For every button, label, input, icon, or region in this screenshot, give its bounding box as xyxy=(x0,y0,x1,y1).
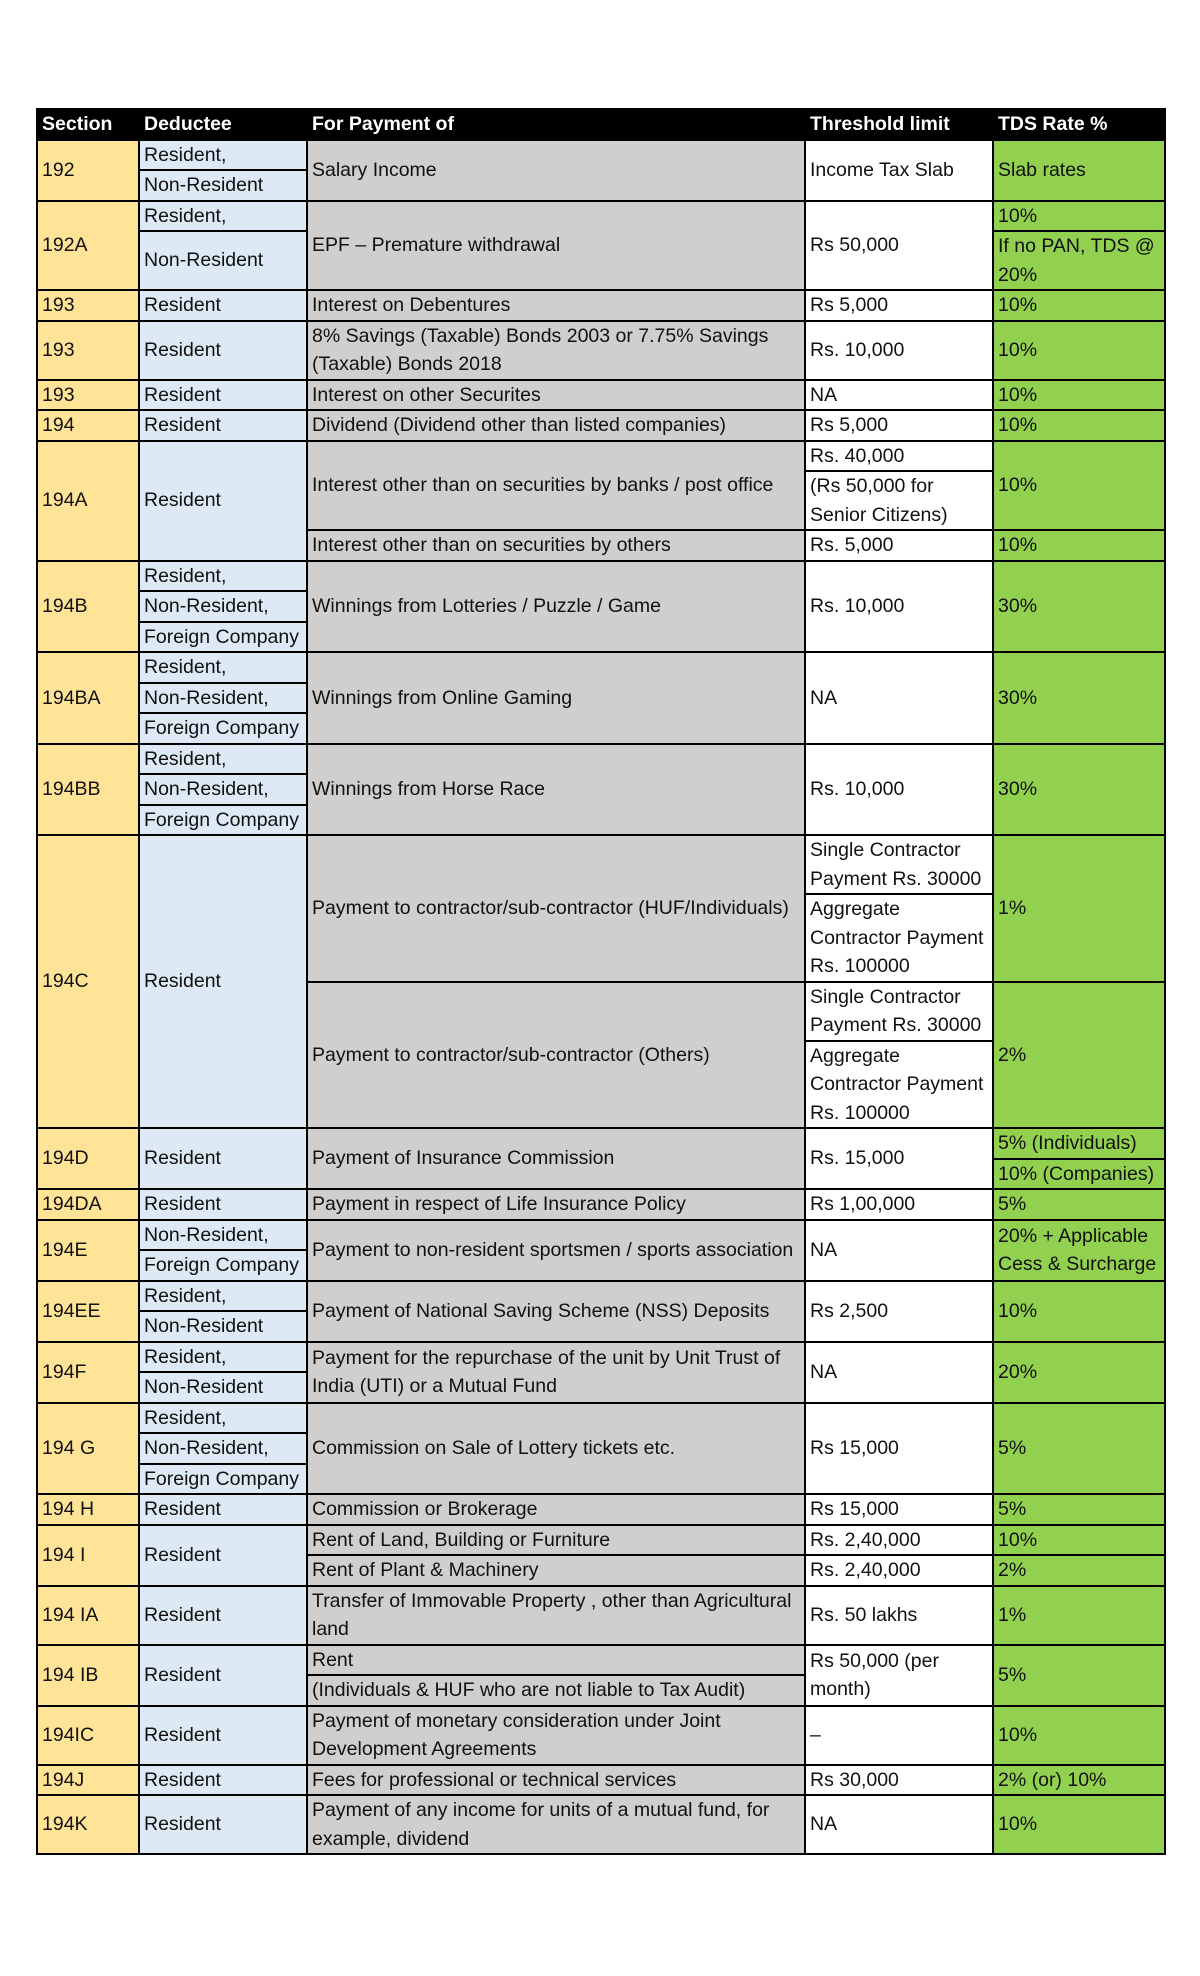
section-cell: 194E xyxy=(37,1220,139,1281)
section-cell: 193 xyxy=(37,321,139,380)
threshold-cell: Rs. 5,000 xyxy=(805,530,993,561)
rate-cell: 30% xyxy=(993,652,1165,744)
payment-cell: Payment of any income for units of a mutual fund, for example, dividend xyxy=(307,1795,805,1854)
deductee-cell: Resident xyxy=(139,835,307,1128)
deductee-cell: Foreign Company xyxy=(139,622,307,653)
table-row xyxy=(37,410,1165,441)
table-row xyxy=(37,1403,1165,1434)
deductee-cell: Non-Resident xyxy=(139,170,307,201)
deductee-cell: Foreign Company xyxy=(139,1250,307,1281)
payment-cell: Payment to contractor/sub-contractor (Others) xyxy=(307,982,805,1129)
payment-cell: 8% Savings (Taxable) Bonds 2003 or 7.75% Savings (Taxable) Bonds 2018 xyxy=(307,321,805,380)
section-cell: 194B xyxy=(37,561,139,653)
payment-cell: Dividend (Dividend other than listed companies) xyxy=(307,410,805,441)
deductee-cell: Resident, xyxy=(139,1281,307,1312)
threshold-cell: Rs. 10,000 xyxy=(805,561,993,653)
section-cell: 194DA xyxy=(37,1189,139,1220)
rate-cell: 10% xyxy=(993,530,1165,561)
threshold-cell: Rs. 2,40,000 xyxy=(805,1525,993,1556)
threshold-cell: NA xyxy=(805,652,993,744)
table-row xyxy=(37,561,1165,592)
threshold-cell: Rs. 10,000 xyxy=(805,744,993,836)
section-cell: 192 xyxy=(37,140,139,201)
table-row xyxy=(37,1281,1165,1312)
deductee-cell: Resident xyxy=(139,290,307,321)
rate-cell: 30% xyxy=(993,744,1165,836)
rate-cell: 10% xyxy=(993,1281,1165,1342)
threshold-cell: Rs. 40,000 xyxy=(805,441,993,472)
payment-cell: Commission or Brokerage xyxy=(307,1494,805,1525)
table-row xyxy=(37,1189,1165,1220)
table-row xyxy=(37,1494,1165,1525)
deductee-cell: Foreign Company xyxy=(139,713,307,744)
table-row xyxy=(37,1525,1165,1556)
payment-cell: Rent xyxy=(307,1645,805,1676)
payment-cell: Winnings from Lotteries / Puzzle / Game xyxy=(307,561,805,653)
deductee-cell: Non-Resident xyxy=(139,1311,307,1342)
payment-cell: Fees for professional or technical services xyxy=(307,1765,805,1796)
deductee-cell: Resident, xyxy=(139,1403,307,1434)
rate-cell: 20% + Applicable Cess & Surcharge xyxy=(993,1220,1165,1281)
threshold-cell: NA xyxy=(805,380,993,411)
payment-cell: Salary Income xyxy=(307,140,805,201)
rate-cell: 10% xyxy=(993,290,1165,321)
threshold-cell: Rs 15,000 xyxy=(805,1403,993,1495)
section-cell: 194D xyxy=(37,1128,139,1189)
section-cell: 194J xyxy=(37,1765,139,1796)
deductee-cell: Resident, xyxy=(139,201,307,232)
header-section: Section xyxy=(37,109,139,140)
deductee-cell: Resident xyxy=(139,1795,307,1854)
header-deductee: Deductee xyxy=(139,109,307,140)
section-cell: 194 xyxy=(37,410,139,441)
rate-cell: 10% xyxy=(993,441,1165,531)
rate-cell: If no PAN, TDS @ 20% xyxy=(993,231,1165,290)
rate-cell: 10% xyxy=(993,321,1165,380)
threshold-cell: Income Tax Slab xyxy=(805,140,993,201)
section-cell: 194K xyxy=(37,1795,139,1854)
payment-cell: Winnings from Online Gaming xyxy=(307,652,805,744)
section-cell: 192A xyxy=(37,201,139,291)
rate-cell: 10% xyxy=(993,1525,1165,1556)
rate-cell: 10% xyxy=(993,410,1165,441)
threshold-cell: Rs 1,00,000 xyxy=(805,1189,993,1220)
threshold-cell: Rs. 10,000 xyxy=(805,321,993,380)
section-cell: 194C xyxy=(37,835,139,1128)
deductee-cell: Non-Resident, xyxy=(139,774,307,805)
deductee-cell: Resident, xyxy=(139,652,307,683)
table-row xyxy=(37,1342,1165,1373)
payment-cell: Payment for the repurchase of the unit by Unit Trust of India (UTI) or a Mutual Fund xyxy=(307,1342,805,1403)
rate-cell: 5% xyxy=(993,1403,1165,1495)
section-cell: 194 I xyxy=(37,1525,139,1586)
rate-cell: 5% xyxy=(993,1494,1165,1525)
deductee-cell: Resident xyxy=(139,1706,307,1765)
rate-cell: Slab rates xyxy=(993,140,1165,201)
threshold-cell: Aggregate Contractor Payment Rs. 100000 xyxy=(805,894,993,982)
section-cell: 194F xyxy=(37,1342,139,1403)
deductee-cell: Non-Resident, xyxy=(139,591,307,622)
deductee-cell: Non-Resident xyxy=(139,1372,307,1403)
rate-cell: 10% xyxy=(993,201,1165,232)
payment-cell: Rent of Land, Building or Furniture xyxy=(307,1525,805,1556)
threshold-cell: NA xyxy=(805,1795,993,1854)
payment-cell: Commission on Sale of Lottery tickets etc. xyxy=(307,1403,805,1495)
deductee-cell: Resident xyxy=(139,410,307,441)
table-row xyxy=(37,441,1165,472)
section-cell: 193 xyxy=(37,290,139,321)
threshold-cell: NA xyxy=(805,1220,993,1281)
deductee-cell: Non-Resident, xyxy=(139,1220,307,1251)
deductee-cell: Resident xyxy=(139,1189,307,1220)
deductee-cell: Resident, xyxy=(139,140,307,171)
deductee-cell: Resident xyxy=(139,1645,307,1706)
deductee-cell: Resident xyxy=(139,441,307,561)
deductee-cell: Resident, xyxy=(139,1342,307,1373)
threshold-cell: Rs 5,000 xyxy=(805,410,993,441)
payment-cell: Payment to non-resident sportsmen / sports association xyxy=(307,1220,805,1281)
deductee-cell: Resident xyxy=(139,1128,307,1189)
threshold-cell: Rs. 50 lakhs xyxy=(805,1586,993,1645)
table-row xyxy=(37,1645,1165,1676)
payment-cell: Interest other than on securities by others xyxy=(307,530,805,561)
header-threshold: Threshold limit xyxy=(805,109,993,140)
rate-cell: 2% (or) 10% xyxy=(993,1765,1165,1796)
threshold-cell: Rs 5,000 xyxy=(805,290,993,321)
section-cell: 194BB xyxy=(37,744,139,836)
deductee-cell: Resident, xyxy=(139,561,307,592)
rate-cell: 10% xyxy=(993,1706,1165,1765)
rate-cell: 1% xyxy=(993,1586,1165,1645)
table-row xyxy=(37,201,1165,232)
payment-cell: Payment of National Saving Scheme (NSS) Deposits xyxy=(307,1281,805,1342)
rate-cell: 1% xyxy=(993,835,1165,982)
table-header-row xyxy=(37,109,1165,140)
rate-cell: 20% xyxy=(993,1342,1165,1403)
threshold-cell: (Rs 50,000 for Senior Citizens) xyxy=(805,471,993,530)
section-cell: 194 IA xyxy=(37,1586,139,1645)
rate-cell: 30% xyxy=(993,561,1165,653)
deductee-cell: Non-Resident, xyxy=(139,1433,307,1464)
section-cell: 194A xyxy=(37,441,139,561)
deductee-cell: Resident xyxy=(139,380,307,411)
threshold-cell: Rs 30,000 xyxy=(805,1765,993,1796)
rate-cell: 2% xyxy=(993,1555,1165,1586)
table-row xyxy=(37,380,1165,411)
rate-cell: 10% xyxy=(993,380,1165,411)
payment-cell: Interest on Debentures xyxy=(307,290,805,321)
rate-cell: 10% (Companies) xyxy=(993,1159,1165,1190)
tds-rate-table xyxy=(36,108,1166,1855)
payment-cell: Winnings from Horse Race xyxy=(307,744,805,836)
rate-cell: 5% (Individuals) xyxy=(993,1128,1165,1159)
deductee-cell: Foreign Company xyxy=(139,1464,307,1495)
deductee-cell: Resident xyxy=(139,321,307,380)
deductee-cell: Resident, xyxy=(139,744,307,775)
threshold-cell: Single Contractor Payment Rs. 30000 xyxy=(805,835,993,894)
table-row xyxy=(37,290,1165,321)
payment-cell: Payment of monetary consideration under Joint Development Agreements xyxy=(307,1706,805,1765)
payment-cell: Interest on other Securites xyxy=(307,380,805,411)
deductee-cell: Foreign Company xyxy=(139,805,307,836)
threshold-cell: Rs 50,000 xyxy=(805,201,993,291)
rate-cell: 2% xyxy=(993,982,1165,1129)
threshold-cell: Aggregate Contractor Payment Rs. 100000 xyxy=(805,1041,993,1129)
deductee-cell: Non-Resident xyxy=(139,231,307,290)
payment-cell: Rent of Plant & Machinery xyxy=(307,1555,805,1586)
payment-cell: (Individuals & HUF who are not liable to Tax Audit) xyxy=(307,1675,805,1706)
section-cell: 194IC xyxy=(37,1706,139,1765)
table-row xyxy=(37,1220,1165,1251)
payment-cell: Payment in respect of Life Insurance Policy xyxy=(307,1189,805,1220)
section-cell: 194 H xyxy=(37,1494,139,1525)
section-cell: 194 IB xyxy=(37,1645,139,1706)
threshold-cell: Rs 50,000 (per month) xyxy=(805,1645,993,1706)
deductee-cell: Resident xyxy=(139,1765,307,1796)
header-payment: For Payment of xyxy=(307,109,805,140)
table-row xyxy=(37,1765,1165,1796)
deductee-cell: Resident xyxy=(139,1525,307,1586)
table-row xyxy=(37,321,1165,380)
payment-cell: Payment of Insurance Commission xyxy=(307,1128,805,1189)
deductee-cell: Non-Resident, xyxy=(139,683,307,714)
deductee-cell: Resident xyxy=(139,1586,307,1645)
threshold-cell: Single Contractor Payment Rs. 30000 xyxy=(805,982,993,1041)
deductee-cell: Resident xyxy=(139,1494,307,1525)
threshold-cell: – xyxy=(805,1706,993,1765)
section-cell: 193 xyxy=(37,380,139,411)
header-rate: TDS Rate % xyxy=(993,109,1165,140)
payment-cell: Interest other than on securities by banks / post office xyxy=(307,441,805,531)
section-cell: 194 G xyxy=(37,1403,139,1495)
threshold-cell: Rs 15,000 xyxy=(805,1494,993,1525)
rate-cell: 10% xyxy=(993,1795,1165,1854)
payment-cell: EPF – Premature withdrawal xyxy=(307,201,805,291)
section-cell: 194EE xyxy=(37,1281,139,1342)
threshold-cell: Rs. 2,40,000 xyxy=(805,1555,993,1586)
table-row xyxy=(37,1128,1165,1159)
table-row xyxy=(37,744,1165,775)
payment-cell: Payment to contractor/sub-contractor (HUF/Individuals) xyxy=(307,835,805,982)
payment-cell: Transfer of Immovable Property , other than Agricultural land xyxy=(307,1586,805,1645)
table-row xyxy=(37,140,1165,171)
threshold-cell: Rs. 15,000 xyxy=(805,1128,993,1189)
rate-cell: 5% xyxy=(993,1189,1165,1220)
section-cell: 194BA xyxy=(37,652,139,744)
rate-cell: 5% xyxy=(993,1645,1165,1706)
threshold-cell: NA xyxy=(805,1342,993,1403)
threshold-cell: Rs 2,500 xyxy=(805,1281,993,1342)
table-row xyxy=(37,652,1165,683)
